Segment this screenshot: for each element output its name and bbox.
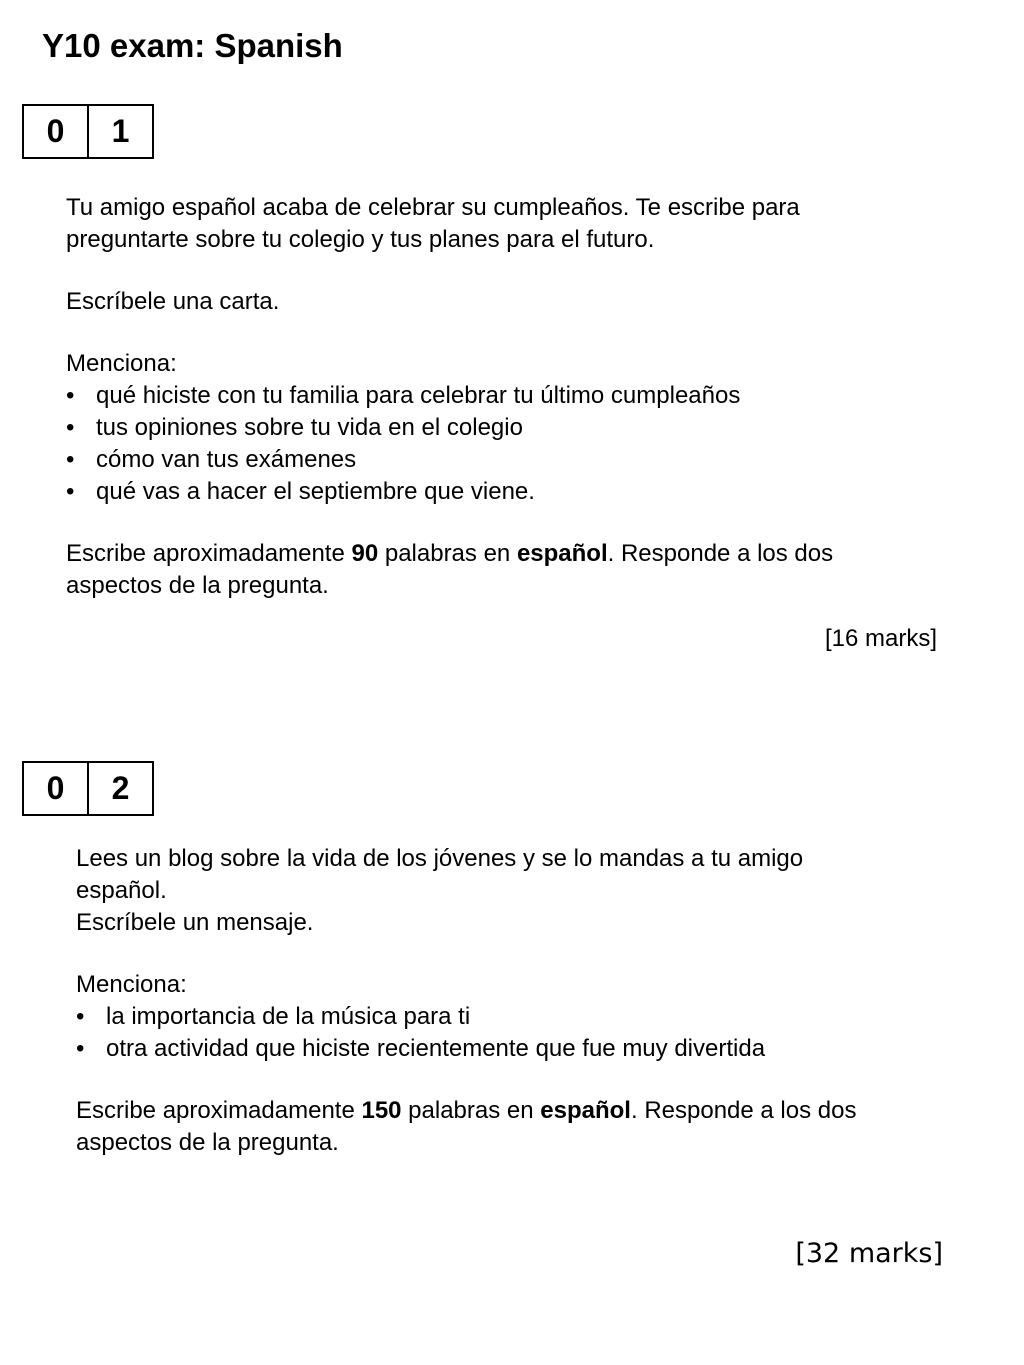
- word-count: 150: [361, 1097, 402, 1124]
- question-marks: [32 marks]: [795, 1238, 943, 1269]
- instruction-text: . Responde a los dos: [630, 1097, 857, 1124]
- bullet-item: • tus opiniones sobre tu vida en el colegio: [66, 412, 946, 444]
- instruction-text: palabras en: [401, 1097, 541, 1124]
- question-intro-line: español.: [76, 877, 167, 904]
- question-instruction-line: aspectos de la pregunta.: [76, 1129, 339, 1156]
- page-title: Y10 exam: Spanish: [42, 27, 343, 64]
- question-intro-line: Lees un blog sobre la vida de los jóvenes y se lo mandas a tu amigo: [76, 845, 804, 872]
- target-language: español: [540, 1097, 631, 1124]
- question-task: Escríbele una carta.: [66, 288, 280, 315]
- question-instruction: [76, 1095, 956, 1127]
- instruction-text: Escribe aproximadamente: [66, 540, 352, 567]
- instruction-text: Escribe aproximadamente: [76, 1097, 362, 1124]
- question-number-digit: 1: [87, 106, 152, 157]
- question-number-box: [22, 104, 154, 159]
- question-body: [66, 192, 946, 602]
- bullet-item: • otra actividad que hiciste recientemente que fue muy divertida: [76, 1033, 956, 1065]
- mention-label: Menciona:: [66, 350, 177, 377]
- bullet-item: • la importancia de la música para ti: [76, 1001, 956, 1033]
- question-instruction: [66, 538, 946, 570]
- question-number-digit: 0: [46, 770, 65, 806]
- bullet-item: • qué vas a hacer el septiembre que viene.: [66, 476, 946, 508]
- question-marks: [16 marks]: [824, 625, 937, 652]
- target-language: español: [516, 540, 608, 567]
- question-number-box: [22, 761, 154, 816]
- word-count: 90: [351, 540, 379, 567]
- question-intro-line: Tu amigo español acaba de celebrar su cumpleaños. Te escribe para: [66, 194, 800, 221]
- bullet-item: • cómo van tus exámenes: [66, 444, 946, 476]
- question-task: Escríbele un mensaje.: [76, 909, 314, 936]
- bullet-item: • qué hiciste con tu familia para celebrar tu último cumpleaños: [66, 380, 946, 412]
- instruction-text: palabras en: [378, 540, 517, 567]
- question-number-digit: 2: [87, 763, 152, 814]
- bullet-list: [66, 380, 946, 508]
- question-body: [76, 843, 956, 1159]
- instruction-text: . Responde a los dos: [607, 540, 834, 567]
- bullet-list: [76, 1001, 956, 1065]
- question-instruction-line: aspectos de la pregunta.: [66, 572, 329, 599]
- question-intro-line: preguntarte sobre tu colegio y tus planes para el futuro.: [66, 226, 655, 253]
- mention-label: Menciona:: [76, 971, 187, 998]
- question-number-digit: 0: [46, 113, 65, 149]
